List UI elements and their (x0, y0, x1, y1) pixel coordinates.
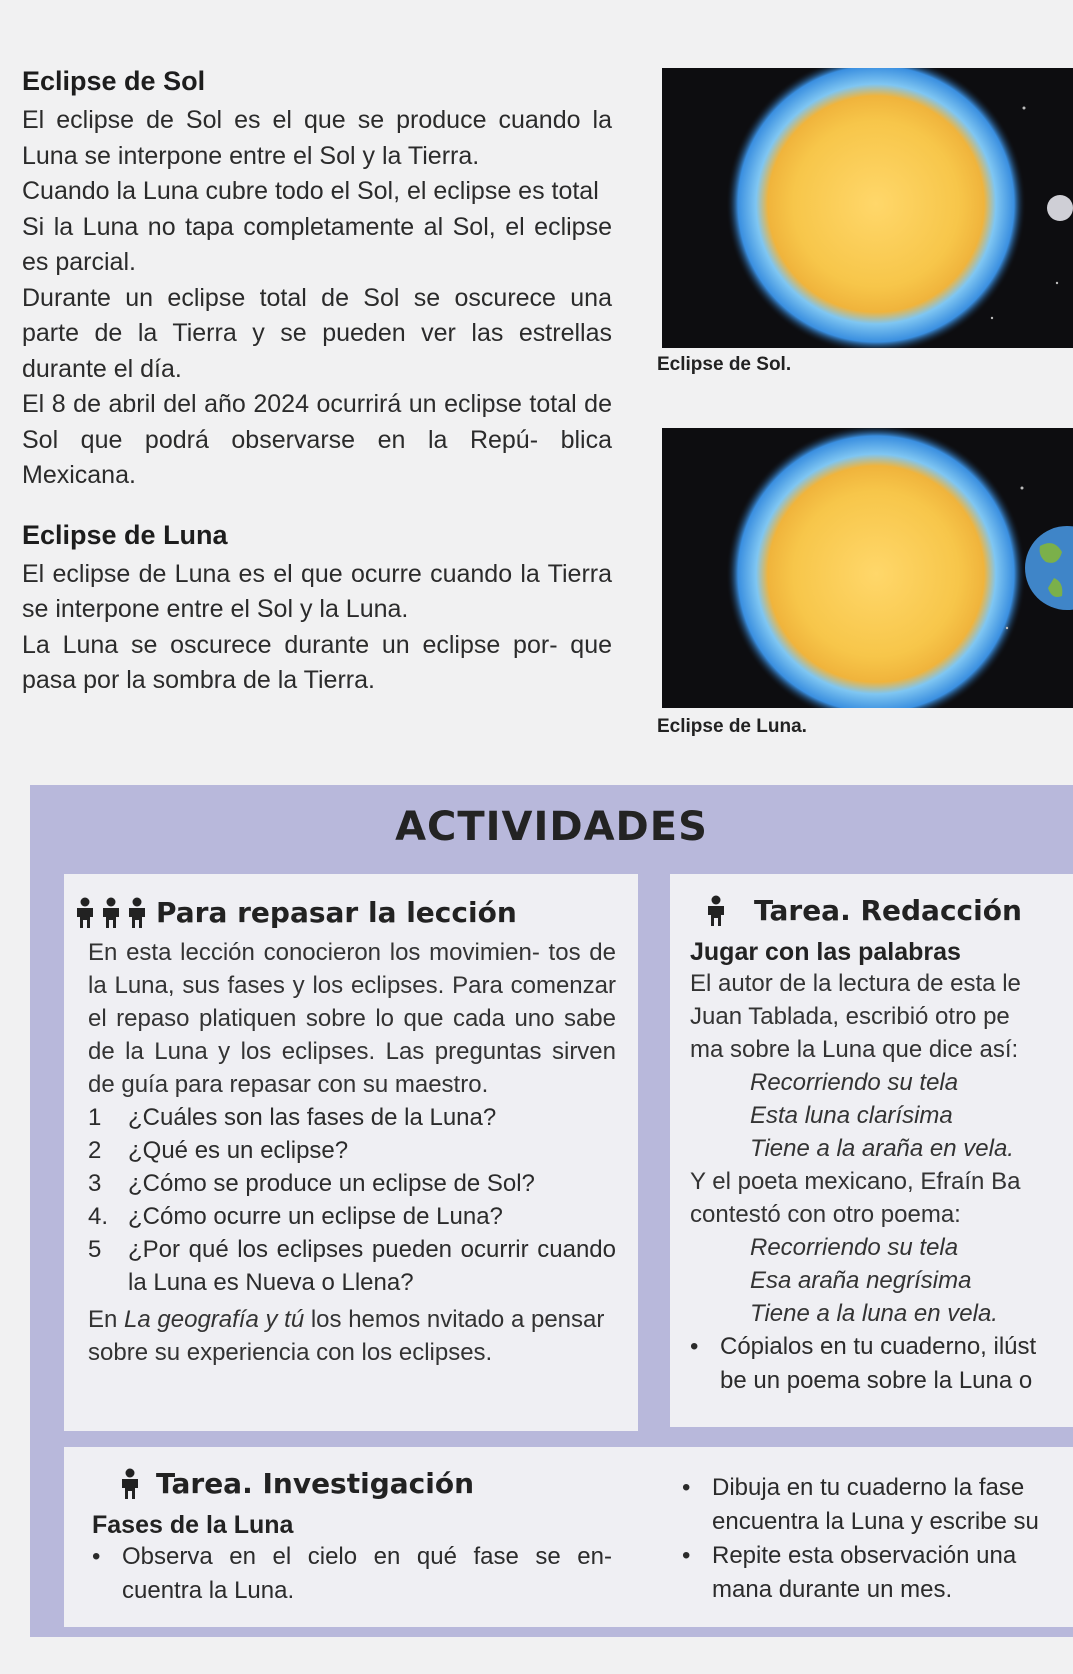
bullet-text: Observa en el cielo en qué fase se en- cuentra la Luna. (122, 1543, 612, 1604)
paragraph: Si la Luna no tapa completamente al Sol, el eclipse es parcial. (22, 212, 612, 276)
bullet-text: Cópialos en tu cuaderno, ilúst (720, 1333, 1037, 1360)
writing-subheading: Jugar con las palabras (690, 938, 961, 966)
heading-eclipse-luna: Eclipse de Luna (22, 519, 228, 550)
bullet-text: mana durante un mes. (712, 1576, 953, 1603)
verse-line: Recorriendo su tela (750, 1069, 959, 1096)
verse-line: Tiene a la araña en vela. (750, 1135, 1014, 1162)
paragraph: Durante un eclipse total de Sol se oscurece una parte de la Tierra y se pueden ver las estrellas durante el día. (22, 283, 612, 383)
text-column (22, 66, 612, 699)
question-number: 2 (88, 1137, 102, 1164)
research-subheading: Fases de la Luna (92, 1511, 294, 1539)
caption-eclipse-luna: Eclipse de Luna. (657, 716, 807, 737)
review-heading: Para repasar la lección (156, 896, 517, 929)
activities-title: ACTIVIDADES (395, 804, 708, 850)
paragraph: El eclipse de Luna es el que ocurre cuando la Tierra se interpone entre el Sol y la Luna. (22, 559, 612, 623)
question-text: ¿Cómo se produce un eclipse de Sol? (128, 1170, 535, 1197)
research-bullets-left (92, 1540, 612, 1608)
person-icon (118, 1468, 142, 1500)
research-heading-row (118, 1467, 474, 1500)
paragraph: El eclipse de Sol es el que se produce cuando la Luna se interpone entre el Sol y la Tierra. (22, 106, 612, 170)
question-number: 1 (88, 1104, 102, 1131)
question-number: 4. (88, 1203, 109, 1230)
paragraph: Cuando la Luna cubre todo el Sol, el eclipse es total (22, 177, 599, 205)
verse-line: Recorriendo su tela (750, 1234, 959, 1261)
writing-line: El autor de la lectura de esta le (690, 970, 1021, 997)
review-intro: En esta lección conocieron los movimien- tos de la Luna, sus fases y los eclipses. Para comenzar el repaso platiquen sobre lo que cada uno sabe de la Luna y los eclipses. Las preguntas sirven de guía para repasar con su maestro. (88, 939, 616, 1098)
closing-text: En (88, 1306, 125, 1333)
bullet-text: be un poema sobre la Luna o (720, 1367, 1033, 1394)
list-item: • Observa en el cielo en qué fase se en- cuentra la Luna. (92, 1540, 612, 1608)
research-task-box (64, 1447, 1073, 1627)
closing-text: los hemos nvitado a pensar sobre su experiencia con los eclipses. (88, 1306, 605, 1366)
question-item (88, 1233, 616, 1299)
list-item: • Cópialos en tu cuaderno, ilúst be un poema sobre la Luna o (690, 1333, 1037, 1394)
writing-content (690, 938, 1073, 1398)
writing-line: Juan Tablada, escribió otro pe (690, 1003, 1010, 1030)
verse-line: Esta luna clarísima (750, 1102, 953, 1129)
question-text: ¿Por qué los eclipses pueden ocurrir cuando la Luna es Nueva o Llena? (128, 1236, 616, 1296)
question-text: ¿Cuáles son las fases de la Luna? (128, 1104, 497, 1131)
research-bullets-right (682, 1471, 1073, 1607)
review-heading-row (74, 896, 517, 929)
group-people-icon (74, 897, 150, 929)
research-heading: Tarea. Investigación (156, 1467, 475, 1500)
list-item: • Repite esta observación una mana durante un mes. (682, 1542, 1017, 1603)
lunar-eclipse-image (662, 428, 1073, 708)
research-left (92, 1511, 612, 1608)
person-icon (704, 895, 728, 927)
writing-line: Y el poeta mexicano, Efraín Ba (690, 1168, 1021, 1195)
question-item (88, 1101, 616, 1134)
question-number: 3 (88, 1170, 102, 1197)
question-number: 5 (88, 1236, 102, 1263)
review-closing (88, 1303, 616, 1369)
paragraph: El 8 de abril del año 2024 ocurrirá un eclipse total de Sol que podrá observarse en la Repú- blica Mexicana. (22, 390, 612, 489)
writing-line: contestó con otro poema: (690, 1201, 961, 1228)
review-content (88, 936, 616, 1369)
bullet-text: encuentra la Luna y escribe su (712, 1508, 1039, 1535)
verse-line: Tiene a la luna en vela. (750, 1300, 998, 1327)
paragraph: La Luna se oscurece durante un eclipse por- que pasa por la sombra de la Tierra. (22, 630, 612, 694)
question-text: ¿Qué es un eclipse? (128, 1137, 349, 1164)
review-box (64, 874, 638, 1431)
question-item (88, 1200, 616, 1233)
heading-eclipse-sol: Eclipse de Sol (22, 66, 206, 96)
list-item: • Dibuja en tu cuaderno la fase encuentra la Luna y escribe su (682, 1474, 1039, 1535)
bullet-text: Repite esta observación una (712, 1542, 1017, 1569)
writing-task-box (670, 874, 1073, 1427)
writing-heading-row (704, 894, 1022, 927)
question-item (88, 1134, 616, 1167)
solar-eclipse-image (662, 68, 1073, 348)
caption-eclipse-sol: Eclipse de Sol. (657, 354, 792, 375)
bullet-text: Dibuja en tu cuaderno la fase (712, 1474, 1025, 1501)
question-item (88, 1167, 616, 1200)
research-right (682, 1471, 1073, 1607)
question-text: ¿Cómo ocurre un eclipse de Luna? (128, 1203, 503, 1230)
verse-line: Esa araña negrísima (750, 1267, 972, 1294)
writing-bullets (690, 1330, 1073, 1398)
book-title: La geografía y tú (124, 1306, 305, 1333)
writing-line: ma sobre la Luna que dice así: (690, 1036, 1019, 1063)
writing-heading: Tarea. Redacción (754, 894, 1022, 927)
question-list (88, 1101, 616, 1299)
